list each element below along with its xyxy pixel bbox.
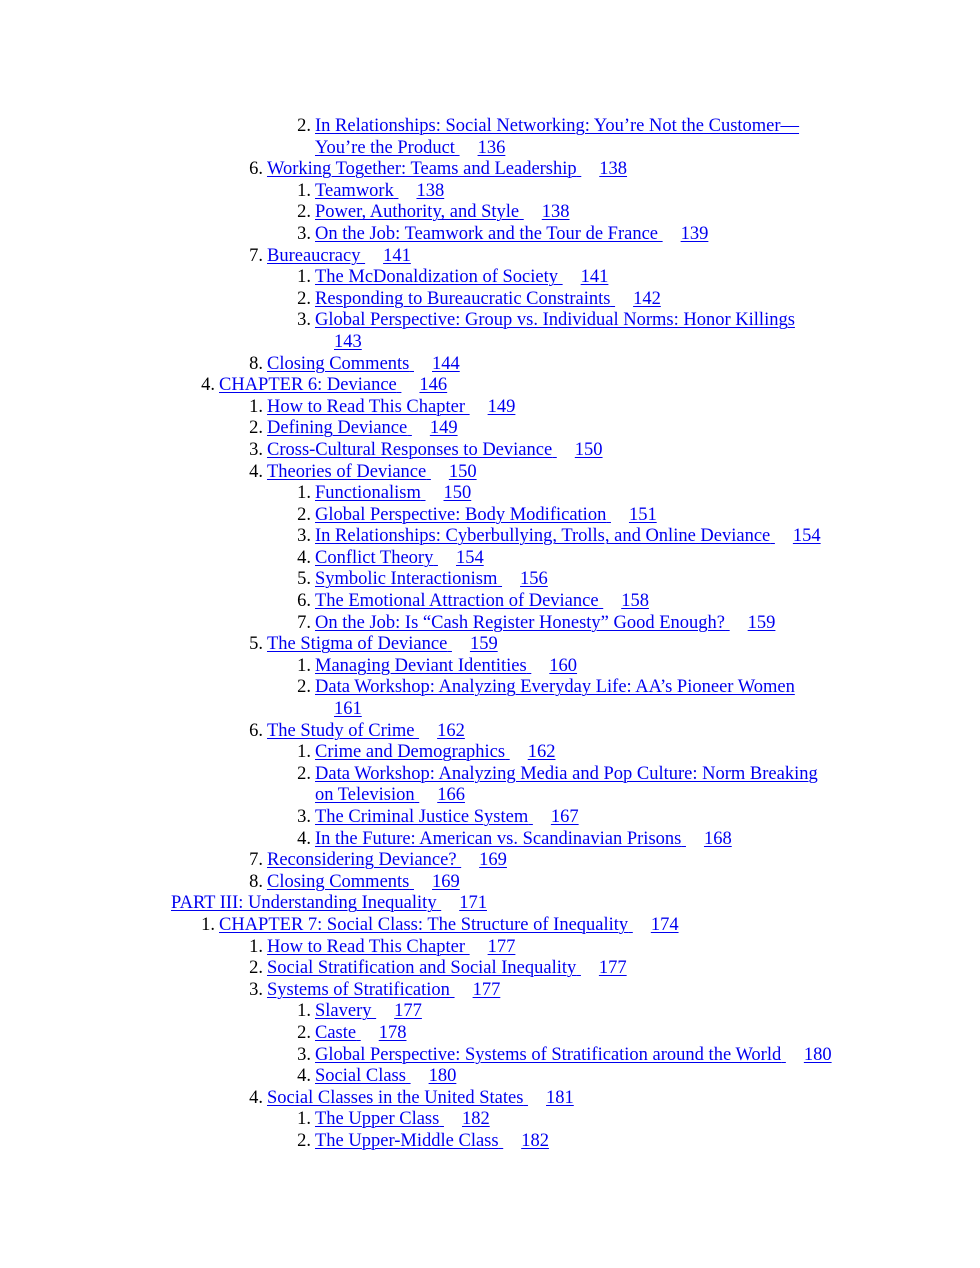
table-of-contents — [0, 116, 980, 1153]
toc-entry-page-link[interactable]: 161 — [334, 699, 362, 720]
toc-entry-page-link[interactable]: 141 — [383, 245, 411, 266]
toc-entry-link-trailing-space[interactable] — [406, 1066, 411, 1086]
toc-entry-title-link[interactable]: How to Read This Chapter — [267, 396, 465, 417]
toc-entry — [0, 980, 980, 1002]
toc-entry-page-link[interactable]: 166 — [437, 785, 465, 806]
toc-entry-page-link[interactable]: 177 — [472, 979, 501, 1000]
toc-entry-page-link[interactable]: 162 — [527, 742, 556, 763]
toc-entry-title-link[interactable]: Managing Deviant Identities — [315, 655, 527, 676]
toc-entry-page-link[interactable]: 144 — [432, 353, 460, 374]
toc-entry — [0, 375, 980, 397]
toc-entry — [0, 159, 980, 181]
toc-entry-page-link[interactable]: 141 — [580, 267, 609, 288]
toc-entry-page-link[interactable]: 150 — [443, 483, 472, 504]
toc-entry — [0, 1023, 980, 1045]
toc-entry-title-link[interactable]: Global Perspective: Group vs. Individual Norms: Honor Killings — [315, 310, 795, 331]
toc-entry-link-trailing-space[interactable] — [439, 1109, 444, 1129]
toc-entry-link-trailing-space[interactable] — [606, 505, 611, 525]
toc-entry — [0, 1045, 980, 1067]
toc-entry-link-trailing-space[interactable] — [397, 375, 402, 395]
toc-entry-title-link[interactable]: Data Workshop: Analyzing Media and Pop Culture: Norm Breaking — [315, 763, 818, 784]
toc-entry-title-link[interactable]: Social Stratification and Social Inequality — [267, 958, 577, 979]
toc-entry-page-link[interactable]: 162 — [437, 720, 465, 741]
toc-entry-number: 1. — [297, 1109, 311, 1130]
toc-entry-title-link[interactable]: Systems of Stratification — [267, 979, 450, 1000]
toc-entry-link-trailing-space[interactable] — [576, 958, 581, 978]
toc-entry-title-link[interactable]: The Stigma of Deviance — [267, 634, 448, 655]
toc-entry-title-link[interactable]: Social Class — [315, 1066, 406, 1087]
toc-entry — [0, 246, 980, 268]
toc-entry-page-link[interactable]: 159 — [469, 634, 498, 655]
toc-entry-title-link[interactable]: Power, Authority, and Style — [315, 202, 520, 223]
toc-entry-page-link[interactable]: 151 — [628, 504, 657, 525]
toc-entry — [0, 872, 980, 894]
toc-entry-link-trailing-space[interactable] — [527, 656, 532, 676]
toc-entry-page-link[interactable]: 169 — [479, 850, 507, 871]
toc-entry — [0, 677, 980, 720]
toc-entry-title-link[interactable]: The McDonaldization of Society — [315, 267, 559, 288]
toc-entry-link-trailing-space[interactable] — [426, 462, 431, 482]
toc-entry-number: 3. — [249, 979, 263, 1000]
toc-entry-number: 1. — [249, 396, 263, 417]
toc-entry-title-link[interactable]: Defining Deviance — [267, 418, 408, 439]
toc-entry-number: 4. — [249, 1087, 263, 1108]
toc-entry-link-trailing-space[interactable] — [421, 483, 426, 503]
toc-entry — [0, 937, 980, 959]
toc-entry-link-trailing-space[interactable] — [658, 224, 663, 244]
toc-entry-title-link[interactable]: Theories of Deviance — [267, 461, 427, 482]
toc-entry-page-link[interactable]: 158 — [621, 591, 649, 612]
toc-entry-number: 7. — [249, 245, 263, 266]
toc-entry-title-link[interactable]: Symbolic Interactionism — [315, 569, 498, 590]
toc-entry-page-link[interactable]: 169 — [432, 871, 460, 892]
toc-entry-title-link[interactable]: The Study of Crime — [267, 720, 415, 741]
toc-entry-number: 1. — [297, 180, 311, 201]
toc-entry-page-link[interactable]: 146 — [419, 375, 448, 396]
toc-entry-page-link[interactable]: 138 — [416, 180, 445, 201]
toc-entry-link-trailing-space[interactable] — [356, 1023, 361, 1043]
toc-entry — [0, 742, 980, 764]
toc-entry-title-link[interactable]: Bureaucracy — [267, 245, 361, 266]
toc-entry-title-link[interactable]: Global Perspective: Body Modification — [315, 504, 607, 525]
toc-entry-page-link[interactable]: 177 — [487, 936, 516, 957]
toc-entry-link-trailing-space[interactable] — [781, 1045, 786, 1065]
toc-entry-title-link[interactable]: On the Job: Is “Cash Register Honesty” Good Enough? — [315, 612, 726, 633]
toc-entry-link-trailing-space[interactable] — [394, 181, 399, 201]
toc-entry-page-link[interactable]: 156 — [520, 569, 548, 590]
toc-entry-link-trailing-space[interactable] — [725, 613, 730, 633]
toc-entry-page-link[interactable]: 182 — [521, 1130, 549, 1151]
toc-entry-number: 3. — [249, 439, 263, 460]
toc-entry-page-link[interactable]: 149 — [487, 396, 516, 417]
toc-entry — [0, 505, 980, 527]
toc-entry-page-link[interactable]: 154 — [792, 526, 821, 547]
toc-entry-page-link[interactable]: 138 — [599, 159, 628, 180]
toc-entry-link-trailing-space[interactable] — [552, 440, 557, 460]
toc-entry-page-link[interactable]: 167 — [550, 807, 579, 827]
toc-entry — [0, 289, 980, 311]
toc-entry-title-link[interactable]: Caste — [315, 1022, 357, 1043]
toc-entry-title-link[interactable]: Global Perspective: Systems of Stratification around the World — [315, 1044, 782, 1065]
toc-entry-link-trailing-space[interactable] — [577, 159, 582, 179]
toc-entry-link-trailing-space[interactable] — [610, 289, 615, 309]
toc-entry-page-link[interactable]: 180 — [428, 1066, 457, 1087]
toc-entry-title-link[interactable]: Functionalism — [315, 483, 421, 504]
toc-entry — [0, 829, 980, 851]
toc-entry — [0, 1088, 980, 1110]
toc-entry-title-link[interactable]: On the Job: Teamwork and the Tour de France — [315, 223, 658, 244]
toc-entry-number: 2. — [297, 1130, 311, 1151]
toc-entry-title-link[interactable]: The Upper-Middle Class — [315, 1130, 499, 1151]
toc-entry — [0, 224, 980, 246]
toc-entry-number: 3. — [297, 1044, 311, 1065]
toc-entry-page-link[interactable]: 150 — [574, 439, 603, 460]
toc-entry-number: 2. — [297, 1022, 311, 1043]
toc-entry-title-link[interactable]: Reconsidering Deviance? — [267, 850, 457, 871]
toc-entry-title-link[interactable]: In the Future: American vs. Scandinavian Prisons — [315, 828, 682, 849]
toc-entry — [0, 354, 980, 376]
toc-entry-title-link[interactable]: PART III: Understanding Inequality — [171, 893, 437, 914]
toc-entry-page-link[interactable]: 136 — [477, 137, 506, 158]
toc-entry-link-trailing-space[interactable] — [409, 872, 414, 892]
toc-entry-link-trailing-space[interactable] — [523, 1088, 528, 1108]
toc-entry-number: 2. — [249, 958, 263, 979]
toc-entry — [0, 764, 980, 807]
toc-entry-number: 2. — [297, 288, 311, 309]
toc-entry-link-trailing-space[interactable] — [457, 850, 462, 870]
toc-entry-number: 7. — [297, 612, 311, 633]
toc-entry-page-link[interactable]: 138 — [541, 202, 570, 223]
toc-entry-number: 4. — [201, 375, 215, 396]
toc-entry-title-link[interactable]: on Television — [315, 785, 415, 806]
toc-entry-page-link[interactable]: 159 — [747, 612, 776, 633]
toc-entry — [0, 807, 980, 829]
toc-entry-page-link[interactable]: 178 — [378, 1022, 407, 1043]
toc-entry — [0, 613, 980, 635]
toc-entry — [0, 526, 980, 548]
toc-entry-number: 6. — [249, 720, 263, 741]
toc-entry — [0, 548, 980, 570]
toc-entry-link-trailing-space[interactable] — [519, 202, 524, 222]
toc-entry-number: 3. — [297, 223, 311, 244]
toc-entry-number: 7. — [249, 850, 263, 871]
toc-entry-link-trailing-space[interactable] — [528, 807, 533, 827]
toc-entry-link-trailing-space[interactable] — [770, 526, 775, 546]
toc-entry-link-trailing-space[interactable] — [415, 785, 420, 805]
toc-entry — [0, 915, 980, 937]
toc-entry-number: 2. — [297, 202, 311, 223]
toc-entry-title-link[interactable]: In Relationships: Cyberbullying, Trolls, and Online Deviance — [315, 526, 771, 547]
toc-entry-number: 4. — [249, 461, 263, 482]
toc-entry-number: 3. — [297, 526, 311, 547]
toc-entry-title-link[interactable]: Slavery — [315, 1001, 372, 1022]
toc-entry-link-trailing-space[interactable] — [409, 354, 414, 374]
toc-entry-link-trailing-space[interactable] — [450, 980, 455, 1000]
toc-entry — [0, 462, 980, 484]
toc-entry — [0, 721, 980, 743]
toc-entry-title-link[interactable]: Closing Comments — [267, 353, 410, 374]
toc-entry — [0, 591, 980, 613]
toc-entry-link-trailing-space[interactable] — [437, 893, 442, 913]
toc-entry-number: 1. — [297, 267, 311, 288]
toc-entry — [0, 1109, 980, 1131]
toc-entry-number: 2. — [297, 504, 311, 525]
toc-entry-page-link[interactable]: 142 — [633, 288, 661, 309]
toc-entry — [0, 1066, 980, 1088]
toc-entry — [0, 181, 980, 203]
toc-entry-link-trailing-space[interactable] — [407, 418, 412, 438]
toc-entry-link-trailing-space[interactable] — [558, 267, 563, 287]
toc-entry — [0, 1131, 980, 1153]
toc-entry — [0, 116, 980, 159]
toc-entry — [0, 397, 980, 419]
toc-entry-link-trailing-space[interactable] — [447, 634, 452, 654]
toc-entry-number: 4. — [297, 1066, 311, 1087]
toc-entry-number: 2. — [297, 116, 311, 136]
toc-entry-link-trailing-space[interactable] — [465, 397, 470, 417]
toc-entry — [0, 958, 980, 980]
toc-entry-title-link[interactable]: How to Read This Chapter — [267, 936, 465, 957]
toc-entry-title-link[interactable]: The Criminal Justice System — [315, 807, 529, 827]
toc-entry-title-link[interactable]: Social Classes in the United States — [267, 1087, 524, 1108]
toc-entry-link-trailing-space[interactable] — [499, 1131, 504, 1151]
toc-entry-page-link[interactable]: 160 — [549, 655, 578, 676]
toc-entry — [0, 893, 980, 915]
toc-entry — [0, 656, 980, 678]
toc-entry-title-link[interactable]: Conflict Theory — [315, 547, 434, 568]
toc-entry-link-trailing-space[interactable] — [414, 721, 419, 741]
toc-entry-number: 6. — [249, 159, 263, 180]
toc-entry-title-link[interactable]: Data Workshop: Analyzing Everyday Life: AA’s Pioneer Women — [315, 677, 795, 698]
toc-entry-page-link[interactable]: 154 — [455, 547, 484, 568]
toc-entry-page-link[interactable]: 181 — [546, 1087, 574, 1108]
toc-entry-link-trailing-space[interactable] — [465, 937, 470, 957]
toc-entry-link-trailing-space[interactable] — [455, 138, 460, 158]
toc-entry — [0, 1001, 980, 1023]
toc-entry-link-trailing-space[interactable] — [360, 246, 365, 266]
toc-entry-page-link[interactable]: 182 — [461, 1109, 490, 1130]
toc-entry — [0, 569, 980, 591]
toc-entry-link-trailing-space[interactable] — [433, 548, 438, 568]
toc-entry-number: 1. — [201, 914, 215, 935]
toc-entry-number: 1. — [297, 655, 311, 676]
toc-entry-title-link[interactable]: Crime and Demographics — [315, 742, 506, 763]
toc-entry-number: 3. — [297, 310, 311, 331]
toc-entry — [0, 267, 980, 289]
toc-entry-number: 1. — [297, 742, 311, 763]
toc-entry-title-link[interactable]: The Upper Class — [315, 1109, 440, 1130]
toc-entry-page-link[interactable]: 139 — [680, 223, 709, 244]
toc-entry-page-link[interactable]: 177 — [394, 1001, 422, 1022]
toc-entry-link-trailing-space[interactable] — [599, 591, 604, 611]
toc-entry-number: 8. — [249, 353, 263, 374]
toc-entry-page-link[interactable]: 150 — [448, 461, 477, 482]
toc-entry-page-link[interactable]: 177 — [598, 958, 627, 979]
toc-entry-number: 3. — [297, 807, 311, 827]
toc-entry — [0, 483, 980, 505]
toc-entry-title-link[interactable]: The Emotional Attraction of Deviance — [315, 591, 599, 612]
toc-entry-number: 6. — [297, 591, 311, 612]
toc-entry-link-trailing-space[interactable] — [372, 1001, 377, 1021]
toc-entry-title-link[interactable]: Closing Comments — [267, 871, 410, 892]
toc-entry-title-link[interactable]: Working Together: Teams and Leadership — [267, 159, 577, 180]
toc-entry — [0, 418, 980, 440]
toc-entry-number: 2. — [297, 677, 311, 698]
toc-entry-page-link[interactable]: 180 — [803, 1044, 832, 1065]
toc-entry-number: 1. — [297, 483, 311, 504]
toc-entry-page-link[interactable]: 143 — [334, 331, 362, 352]
toc-entry-link-trailing-space[interactable] — [497, 569, 502, 589]
toc-entry-number: 4. — [297, 828, 311, 849]
toc-entry-title-link[interactable]: Teamwork — [315, 180, 394, 201]
toc-entry — [0, 850, 980, 872]
toc-entry-number: 1. — [297, 1001, 311, 1022]
toc-entry-link-trailing-space[interactable] — [681, 829, 686, 849]
toc-entry-number: 4. — [297, 547, 311, 568]
toc-entry-title-link[interactable]: In Relationships: Social Networking: You’re Not the Customer— — [315, 116, 800, 136]
toc-entry-page-link[interactable]: 171 — [459, 893, 487, 914]
toc-entry-number: 2. — [249, 418, 263, 439]
toc-entry-title-link[interactable]: CHAPTER 7: Social Class: The Structure of Inequality — [219, 914, 629, 935]
toc-entry-number: 2. — [297, 763, 311, 784]
toc-entry-number: 8. — [249, 871, 263, 892]
toc-entry-page-link[interactable]: 149 — [429, 418, 458, 439]
toc-entry-number: 5. — [297, 569, 311, 590]
toc-entry — [0, 310, 980, 353]
toc-entry — [0, 440, 980, 462]
toc-entry-number: 5. — [249, 634, 263, 655]
toc-entry-title-link[interactable]: You’re the Product — [315, 137, 455, 158]
toc-entry-title-link[interactable]: Responding to Bureaucratic Constraints — [315, 288, 611, 309]
toc-entry — [0, 202, 980, 224]
toc-entry-page-link[interactable]: 174 — [650, 914, 679, 935]
toc-entry-title-link[interactable]: CHAPTER 6: Deviance — [219, 375, 397, 396]
toc-entry-link-trailing-space[interactable] — [628, 915, 633, 935]
toc-entry — [0, 634, 980, 656]
toc-entry-number: 1. — [249, 936, 263, 957]
toc-entry-page-link[interactable]: 168 — [703, 828, 732, 849]
toc-entry-link-trailing-space[interactable] — [505, 742, 510, 762]
toc-entry-title-link[interactable]: Cross-Cultural Responses to Deviance — [267, 439, 553, 460]
